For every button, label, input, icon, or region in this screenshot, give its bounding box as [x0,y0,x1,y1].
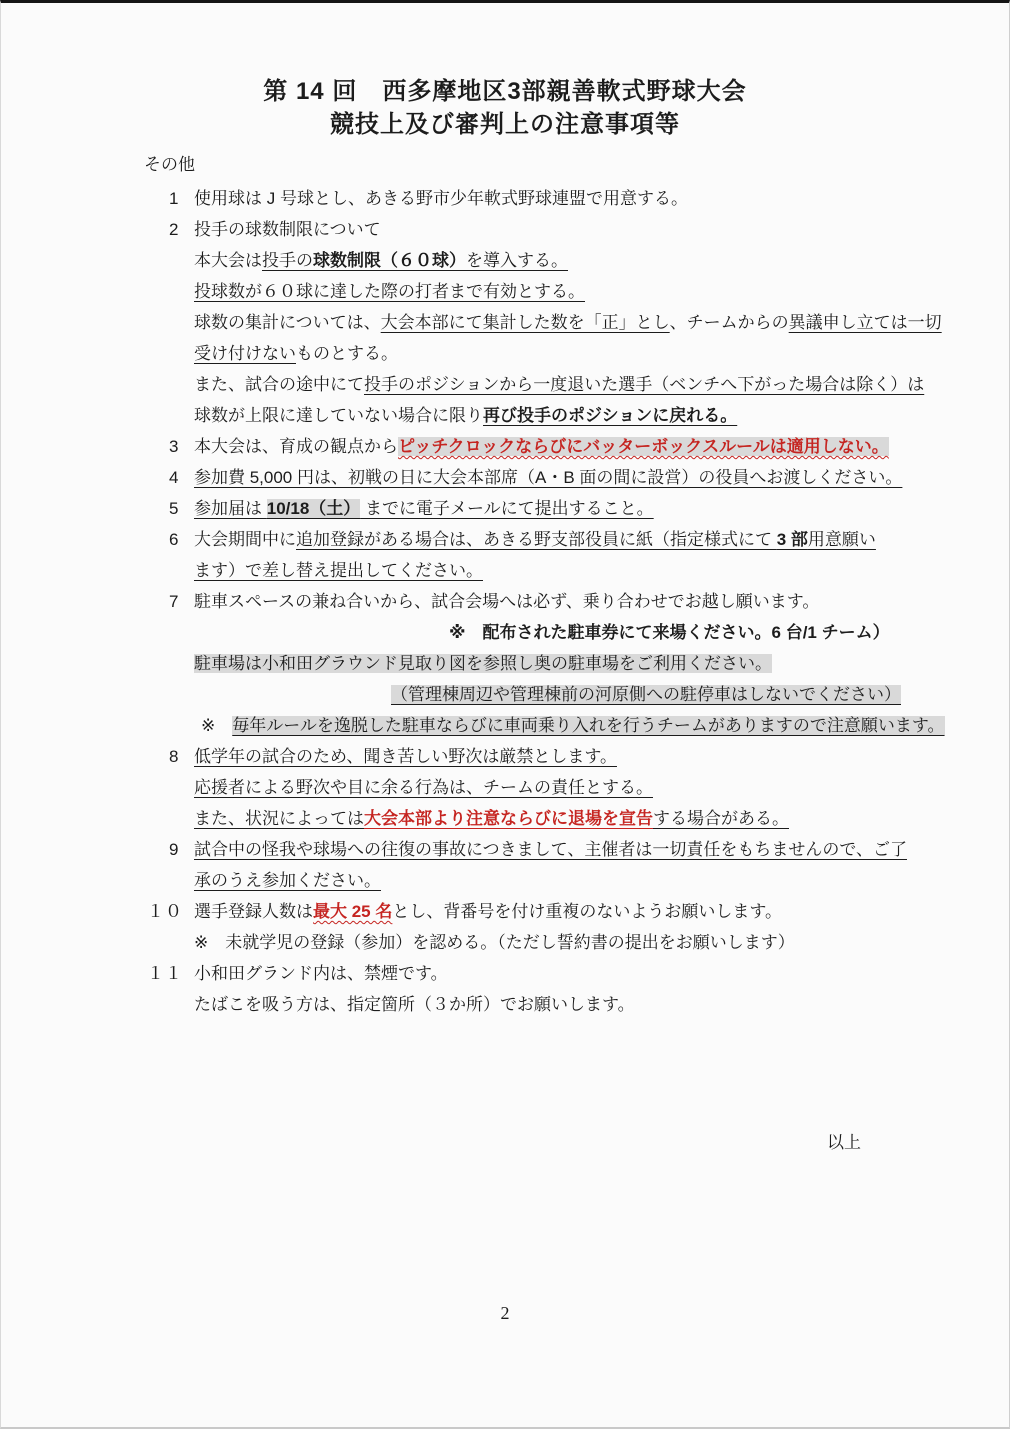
doc-continuation-line [1,338,1009,369]
text-segment: ※ 配布された駐車券にて来場ください。6 台/1 チーム） [449,623,890,642]
doc-continuation-line [1,555,1009,586]
text-segment: 毎年ルールを逸脱した駐車ならびに車両乗り入れを行うチームがありますので注意願います。 [232,716,945,735]
text-segment: 本大会は [194,251,262,270]
item-number: 1 [169,189,179,208]
section-heading: その他 [144,155,195,174]
title-line-2: 競技上及び審判上の注意事項等 [330,111,680,138]
doc-continuation-line [1,276,1009,307]
text-segment: 最大 25 名 [313,902,393,921]
doc-continuation-line [1,803,1009,834]
text-segment: 球数の集計については、 [194,313,381,332]
doc-continuation-line [1,369,1009,400]
text-segment: とし、背番号を付け重複のないようお願いします。 [392,902,782,921]
text-segment: ピッチクロックならびにバッターボックスルールは適用しない。 [398,437,889,456]
doc-item-line [1,896,1009,927]
text-segment: する場合がある。 [653,809,789,828]
item-number: 2 [169,220,179,239]
text-segment: 大会期間中に [194,530,296,549]
doc-continuation-line [1,617,1009,648]
text-segment: を導入する。 [466,251,568,270]
text-segment: 小和田グランド内は、禁煙です。 [194,964,448,983]
page-number: 2 [500,1303,510,1323]
item-number: 6 [169,530,179,549]
text-segment: ます）で差し替え提出してください。 [194,561,483,580]
text-segment: 3 部 [776,530,808,549]
text-segment: 承のうえ参加ください。 [194,871,381,890]
doc-item-line [1,958,1009,989]
item-number: 8 [169,747,179,766]
doc-item-line [1,741,1009,772]
text-segment: 球数が上限に達していない場合に限り [194,406,483,425]
doc-item-line [1,214,1009,245]
text-segment: ものとする。 [296,344,398,363]
text-segment: 応援者による野次や目に余る行為は、チームの責任とする。 [194,778,653,797]
doc-continuation-line [1,989,1009,1020]
closing-text: 以上 [827,1133,861,1152]
text-segment: 駐車場は小和田グラウンド見取り図を参照し奥の駐車場をご利用ください。 [194,654,772,673]
text-segment: 投手のポジションから一度退いた選手（ベンチへ下がった場合は除く）は [364,375,925,394]
item-number: 7 [169,592,179,611]
text-segment: 追加登録がある場合は、あきる野支部役員に紙（指定様式にて [296,530,777,549]
doc-item-line [1,834,1009,865]
text-segment: 投球数が６０球に達した際の打者まで有効とする。 [194,282,585,301]
doc-item-line [1,524,1009,555]
document-lines [1,183,1009,1020]
doc-item-line [1,431,1009,462]
text-segment: 低学年の試合のため、聞き苦しい野次は厳禁とします。 [194,747,617,766]
doc-item-line [1,493,1009,524]
text-segment: 本大会は、育成の観点から [194,437,398,456]
text-segment: 駐車スペースの兼ね合いから、試合会場へは必ず、乗り合わせでお越し願います。 [194,592,820,611]
text-segment: 大会本部より注意ならびに退場を宣告 [364,809,653,828]
text-segment: 投手の球数制限について [194,220,381,239]
text-segment: 用意願い [807,530,876,549]
text-segment: 異議申し立ては一切 [788,313,942,332]
text-segment: 使用球は J 号球とし、あきる野市少年軟式野球連盟で用意する。 [194,189,688,208]
item-number: 5 [169,499,179,518]
doc-item-line [1,183,1009,214]
text-segment: 参加費 5,000 円は、初戦の日に大会本部席（A・B 面の間に設営）の役員へお渡しください。 [194,468,903,487]
item-number: １０ [147,902,183,921]
title-line-1: 第 14 回 西多摩地区3部親善軟式野球大会 [263,78,747,105]
item-number: １１ [147,964,183,983]
doc-continuation-line [1,245,1009,276]
text-segment: 試合中の怪我や球場への往復の事故につきまして、主催者は一切責任をもちませんので、ご了 [194,840,907,859]
doc-continuation-line [1,865,1009,896]
doc-continuation-line [1,679,1009,710]
item-number: 9 [169,840,179,859]
text-segment: 再び投手のポジションに戻れる。 [483,406,738,425]
doc-continuation-line [1,307,1009,338]
doc-continuation-line [1,400,1009,431]
text-segment: 投手の [262,251,313,270]
text-segment: 大会本部にて集計した数を「正」とし [380,313,670,332]
text-segment: 10/18（土） [266,499,361,518]
text-segment: までに電子メールにて提出すること。 [360,499,654,518]
text-segment: 、チームからの [669,313,789,332]
text-segment: 受け付けない [194,344,296,363]
doc-continuation-line [1,927,1009,958]
item-number: 4 [169,468,179,487]
text-segment: 参加届は [194,499,267,518]
text-segment: ※ [201,716,233,735]
doc-item-line [1,462,1009,493]
text-segment: たばこを吸う方は、指定箇所（３か所）でお願いします。 [194,995,635,1014]
document-title [1,75,1009,141]
text-segment: 球数制限（６０球） [313,251,466,270]
doc-continuation-line [1,648,1009,679]
text-segment: また、状況によっては [194,809,364,828]
text-segment: また、試合の途中にて [194,375,364,394]
doc-continuation-line [1,772,1009,803]
text-segment: 選手登録人数は [194,902,313,921]
item-number: 3 [169,437,179,456]
text-segment: ※ 未就学児の登録（参加）を認める。（ただし誓約書の提出をお願いします） [194,933,795,952]
doc-continuation-line [1,710,1009,741]
doc-item-line [1,586,1009,617]
text-segment: （管理棟周辺や管理棟前の河原側への駐停車はしないでください） [391,685,901,704]
